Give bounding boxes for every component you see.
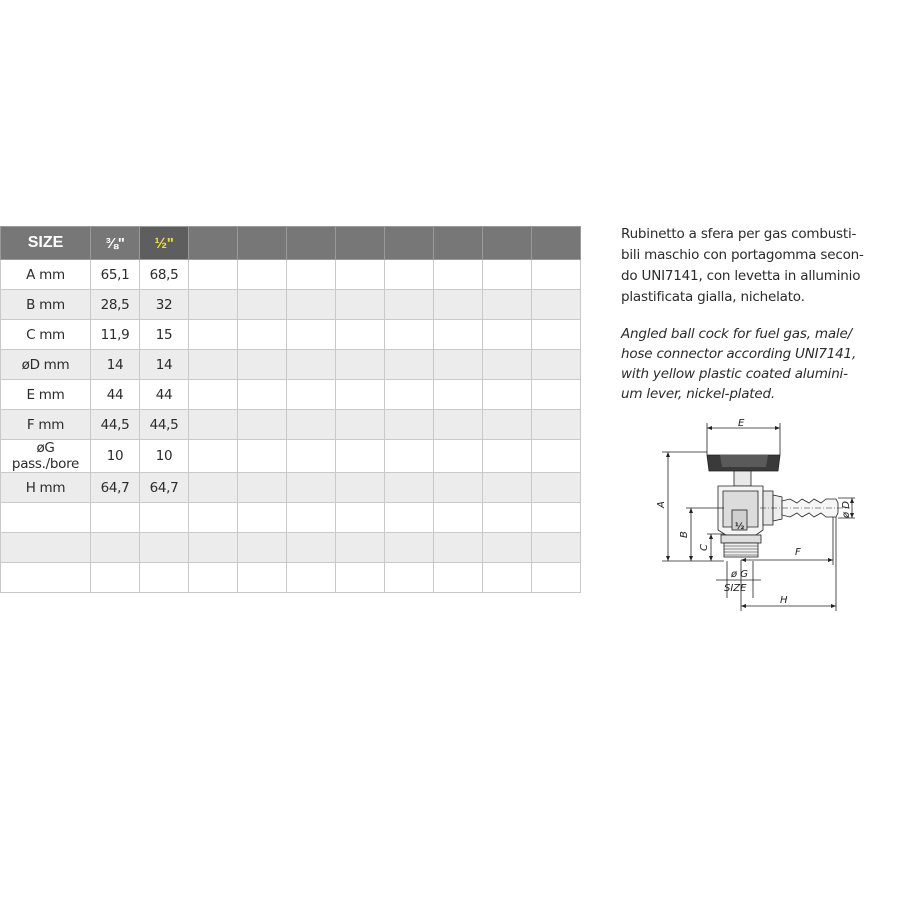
cell-value-1-2: 64,7 <box>140 473 189 503</box>
empty-cell <box>434 563 483 593</box>
empty-cell <box>1 563 91 593</box>
description-line: do UNI7141, con levetta in alluminio <box>621 268 861 284</box>
empty-cell <box>189 410 238 440</box>
row-label: øG pass./bore <box>1 440 91 473</box>
empty-cell <box>385 380 434 410</box>
empty-cell <box>336 440 385 473</box>
description-line: Rubinetto a sfera per gas combusti- <box>621 226 857 242</box>
cell-value-3-8: 64,7 <box>91 473 140 503</box>
empty-cell <box>238 410 287 440</box>
empty-cell <box>532 350 581 380</box>
empty-cell <box>532 410 581 440</box>
empty-cell <box>483 473 532 503</box>
empty-cell <box>287 503 336 533</box>
empty-cell <box>189 350 238 380</box>
empty-cell <box>189 290 238 320</box>
empty-cell <box>434 380 483 410</box>
empty-cell <box>483 260 532 290</box>
cell-value-1-2: 44 <box>140 380 189 410</box>
empty-cell <box>140 563 189 593</box>
empty-header <box>385 227 434 260</box>
empty-cell <box>483 533 532 563</box>
empty-cell <box>434 350 483 380</box>
empty-cell <box>483 320 532 350</box>
empty-cell <box>532 563 581 593</box>
empty-cell <box>189 260 238 290</box>
cell-value-1-2: 14 <box>140 350 189 380</box>
empty-cell <box>287 380 336 410</box>
size-header-3-8: ⅜" <box>91 227 140 260</box>
empty-cell <box>287 260 336 290</box>
empty-cell <box>91 563 140 593</box>
empty-cell <box>385 473 434 503</box>
empty-cell <box>287 563 336 593</box>
empty-cell <box>385 260 434 290</box>
cell-value-1-2: 32 <box>140 290 189 320</box>
row-label: B mm <box>1 290 91 320</box>
table-row <box>1 260 581 290</box>
valve-technical-drawing <box>640 415 875 615</box>
empty-cell <box>238 473 287 503</box>
empty-header <box>189 227 238 260</box>
empty-cell <box>238 533 287 563</box>
empty-cell <box>336 320 385 350</box>
empty-cell <box>1 533 91 563</box>
empty-cell <box>434 410 483 440</box>
table-row <box>1 440 581 473</box>
empty-cell <box>434 440 483 473</box>
empty-cell <box>238 380 287 410</box>
empty-cell <box>532 473 581 503</box>
dim-label-size: SIZE <box>724 583 747 594</box>
dim-label-d: ø D <box>841 501 852 518</box>
empty-cell <box>140 503 189 533</box>
empty-cell <box>532 440 581 473</box>
empty-cell <box>336 260 385 290</box>
cell-value-1-2: 15 <box>140 320 189 350</box>
table-row <box>1 290 581 320</box>
cell-value-3-8: 10 <box>91 440 140 473</box>
empty-cell <box>238 320 287 350</box>
empty-cell <box>287 473 336 503</box>
empty-cell <box>385 350 434 380</box>
dim-label-b: B <box>679 531 690 538</box>
empty-cell <box>287 320 336 350</box>
empty-header <box>532 227 581 260</box>
empty-cell <box>189 533 238 563</box>
empty-cell <box>434 320 483 350</box>
empty-cell <box>336 380 385 410</box>
dim-label-c: C <box>699 544 710 551</box>
valve-size-mark: ½ <box>735 522 745 532</box>
empty-cell <box>238 290 287 320</box>
empty-cell <box>434 533 483 563</box>
empty-cell <box>238 440 287 473</box>
size-header: SIZE <box>1 227 91 260</box>
cell-value-3-8: 44,5 <box>91 410 140 440</box>
empty-cell <box>434 290 483 320</box>
description-line: plastificata gialla, nichelato. <box>621 289 805 305</box>
empty-cell <box>483 380 532 410</box>
empty-header <box>483 227 532 260</box>
empty-cell <box>532 503 581 533</box>
empty-cell <box>434 260 483 290</box>
empty-cell <box>483 503 532 533</box>
empty-cell <box>336 473 385 503</box>
empty-cell <box>189 440 238 473</box>
description-line: bili maschio con portagomma secon- <box>621 247 864 263</box>
empty-cell <box>385 563 434 593</box>
description-line: with yellow plastic coated alumini- <box>621 366 848 382</box>
dim-label-a: A <box>656 501 667 508</box>
table-header-row <box>1 227 581 260</box>
row-label: H mm <box>1 473 91 503</box>
empty-cell <box>1 503 91 533</box>
table-row <box>1 320 581 350</box>
cell-value-1-2: 68,5 <box>140 260 189 290</box>
empty-cell <box>532 290 581 320</box>
cell-value-3-8: 65,1 <box>91 260 140 290</box>
row-label: E mm <box>1 380 91 410</box>
empty-cell <box>434 473 483 503</box>
empty-cell <box>238 503 287 533</box>
empty-cell <box>287 440 336 473</box>
empty-cell <box>532 533 581 563</box>
description-italian <box>621 224 891 308</box>
empty-cell <box>91 533 140 563</box>
empty-cell <box>483 410 532 440</box>
empty-cell <box>385 320 434 350</box>
empty-cell <box>91 503 140 533</box>
table-row <box>1 410 581 440</box>
empty-cell <box>385 410 434 440</box>
row-label: F mm <box>1 410 91 440</box>
empty-cell <box>483 350 532 380</box>
cell-value-1-2: 44,5 <box>140 410 189 440</box>
table-row <box>1 473 581 503</box>
cell-value-3-8: 28,5 <box>91 290 140 320</box>
size-header-1-2: ½" <box>140 227 189 260</box>
cell-value-3-8: 14 <box>91 350 140 380</box>
description-line: um lever, nickel-plated. <box>621 386 775 402</box>
empty-cell <box>287 290 336 320</box>
empty-header <box>287 227 336 260</box>
empty-cell <box>189 380 238 410</box>
empty-cell <box>483 290 532 320</box>
empty-cell <box>385 290 434 320</box>
empty-cell <box>189 563 238 593</box>
empty-cell <box>287 410 336 440</box>
cell-value-3-8: 44 <box>91 380 140 410</box>
dim-label-h: H <box>780 595 788 606</box>
empty-cell <box>483 440 532 473</box>
table-row <box>1 533 581 563</box>
spec-table <box>0 226 581 593</box>
empty-cell <box>336 410 385 440</box>
empty-cell <box>189 503 238 533</box>
empty-cell <box>287 350 336 380</box>
cell-value-3-8: 11,9 <box>91 320 140 350</box>
row-label: A mm <box>1 260 91 290</box>
empty-cell <box>532 320 581 350</box>
empty-cell <box>385 503 434 533</box>
empty-cell <box>336 350 385 380</box>
table-row <box>1 563 581 593</box>
cell-value-1-2: 10 <box>140 440 189 473</box>
empty-cell <box>140 533 189 563</box>
empty-cell <box>189 473 238 503</box>
empty-header <box>336 227 385 260</box>
dim-label-g: ø G <box>731 569 749 580</box>
dim-label-f: F <box>795 547 801 558</box>
empty-cell <box>336 533 385 563</box>
empty-cell <box>189 320 238 350</box>
empty-cell <box>336 290 385 320</box>
empty-header <box>238 227 287 260</box>
empty-cell <box>336 503 385 533</box>
empty-cell <box>238 563 287 593</box>
empty-cell <box>483 563 532 593</box>
empty-cell <box>532 380 581 410</box>
empty-cell <box>532 260 581 290</box>
table-body <box>1 260 581 593</box>
description-english <box>621 324 891 404</box>
row-label: øD mm <box>1 350 91 380</box>
table-row <box>1 350 581 380</box>
description-line: hose connector according UNI7141, <box>621 346 857 362</box>
empty-cell <box>385 533 434 563</box>
table-row <box>1 503 581 533</box>
empty-cell <box>238 260 287 290</box>
empty-header <box>434 227 483 260</box>
dim-label-e: E <box>738 418 745 429</box>
empty-cell <box>385 440 434 473</box>
table-row <box>1 380 581 410</box>
description-line: Angled ball cock for fuel gas, male/ <box>621 326 852 342</box>
row-label: C mm <box>1 320 91 350</box>
empty-cell <box>238 350 287 380</box>
empty-cell <box>287 533 336 563</box>
empty-cell <box>434 503 483 533</box>
empty-cell <box>336 563 385 593</box>
